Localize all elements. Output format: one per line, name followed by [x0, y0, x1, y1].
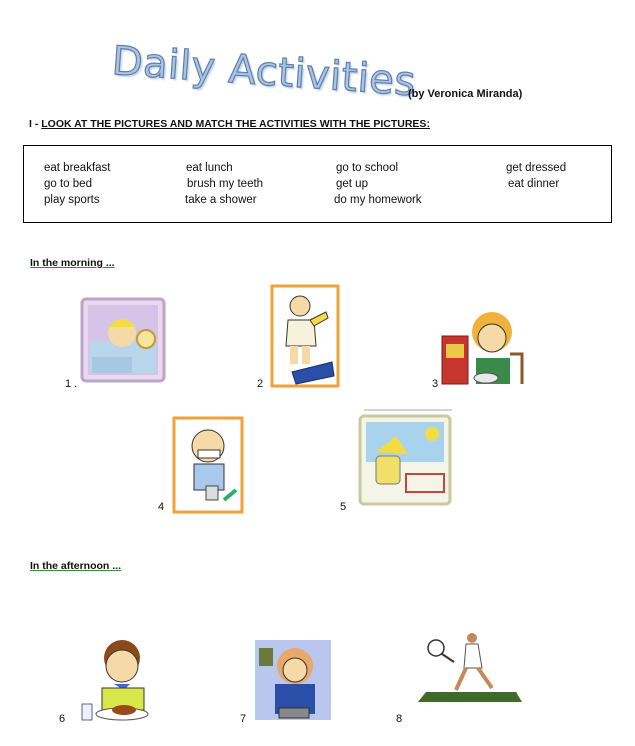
instruction-heading	[29, 118, 430, 130]
sleeping-boy-alarm-clock-icon	[80, 297, 168, 383]
activity-item: get up	[336, 178, 368, 190]
page-title: Daily Activities	[110, 38, 418, 106]
activity-item: eat breakfast	[44, 162, 111, 174]
activity-item: eat dinner	[508, 178, 560, 190]
activity-item: eat lunch	[186, 162, 233, 174]
afternoon-heading: In the afternoon ...	[30, 560, 121, 572]
tennis-player-icon	[416, 628, 524, 704]
picture-number: 5	[340, 501, 347, 513]
morning-heading: In the morning ...	[30, 257, 115, 269]
activity-item: take a shower	[185, 194, 257, 206]
child-with-backpack-going-to-school-icon	[356, 408, 454, 506]
picture-number: 7	[240, 713, 247, 725]
instruction-prefix: I -	[29, 118, 42, 130]
activity-item: get dressed	[506, 162, 567, 174]
activity-item: brush my teeth	[187, 178, 264, 190]
activity-item: go to school	[336, 162, 399, 174]
girl-doing-homework-icon	[255, 640, 331, 720]
picture-number: 6	[59, 713, 66, 725]
instruction-text: LOOK AT THE PICTURES AND MATCH THE ACTIVITIES WITH THE PICTURES:	[41, 118, 430, 130]
boy-brushing-teeth-icon	[172, 416, 244, 514]
boy-eating-cereal-icon	[440, 302, 526, 388]
picture-number: 2	[257, 378, 264, 390]
activity-item: do my homework	[334, 194, 422, 206]
boy-getting-dressed-icon	[270, 284, 340, 388]
activity-item: go to bed	[44, 178, 92, 190]
picture-number: 3	[432, 378, 439, 390]
activity-word-bank	[23, 145, 612, 223]
picture-number: 8	[396, 713, 403, 725]
picture-number: 1 .	[65, 378, 78, 390]
activity-item: play sports	[44, 194, 100, 206]
author-credit: (by Veronica Miranda)	[408, 88, 523, 100]
picture-number: 4	[158, 501, 165, 513]
boy-eating-meal-icon	[78, 636, 168, 724]
